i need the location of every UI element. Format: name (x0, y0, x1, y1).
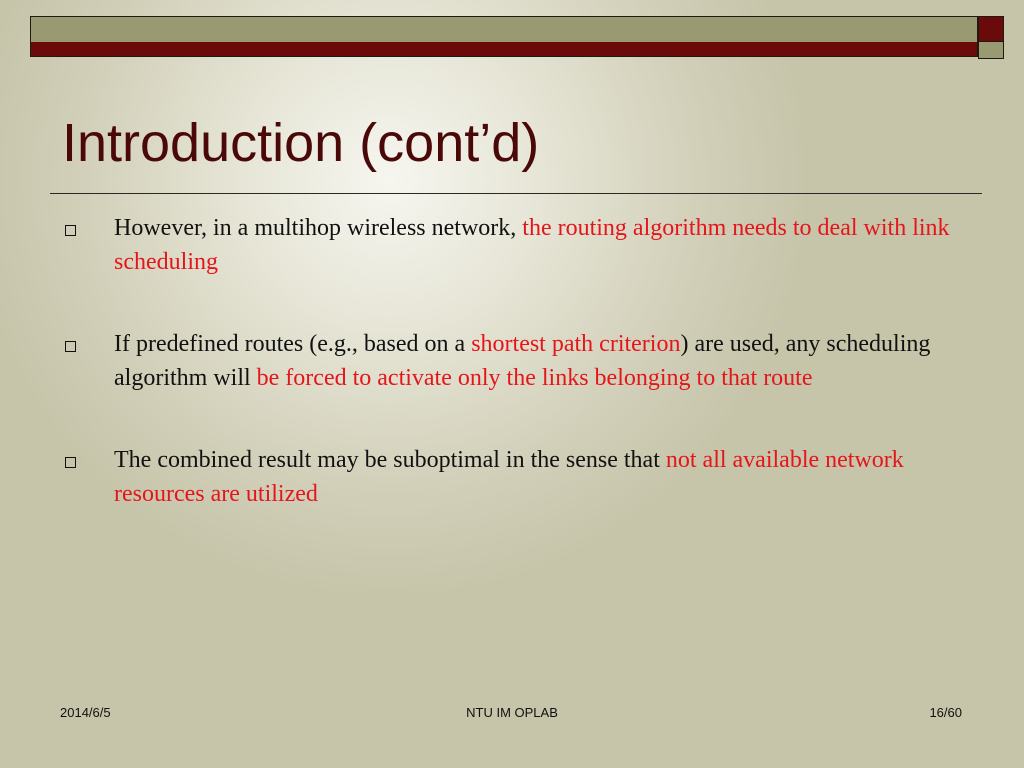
bullet-highlight-text: be forced to activate only the links belonging to that route (256, 365, 813, 391)
bullet-text: However, in a multihop wireless network, (114, 215, 523, 241)
bullet-text: ) are used, any scheduling algorithm will (114, 331, 931, 391)
title-divider (50, 193, 982, 194)
header-decoration (30, 16, 978, 58)
header-bar-olive (30, 16, 978, 43)
hollow-square-icon (65, 225, 76, 236)
bullet-highlight-text: not all available network resources are utilized (114, 447, 904, 507)
footer-organization: NTU IM OPLAB (466, 705, 558, 720)
bullet-item (62, 443, 962, 511)
corner-square-olive (978, 41, 1004, 59)
header-bar-maroon (30, 42, 978, 57)
bullet-list (62, 211, 962, 511)
bullet-text: If predefined routes (e.g., based on a (114, 331, 472, 357)
bullet-item (62, 211, 962, 279)
footer-date: 2014/6/5 (60, 705, 111, 720)
bullet-highlight-text: shortest path criterion (471, 331, 681, 357)
bullet-text: The combined result may be suboptimal in the sense that (114, 447, 666, 473)
hollow-square-icon (65, 341, 76, 352)
bullet-highlight-text: the routing algorithm needs to deal with link scheduling (114, 215, 950, 275)
hollow-square-icon (65, 457, 76, 468)
slide-title: Introduction (cont’d) (62, 113, 540, 173)
footer-page-number: 16/60 (929, 705, 962, 720)
corner-square-maroon (978, 16, 1004, 42)
bullet-item (62, 327, 962, 395)
